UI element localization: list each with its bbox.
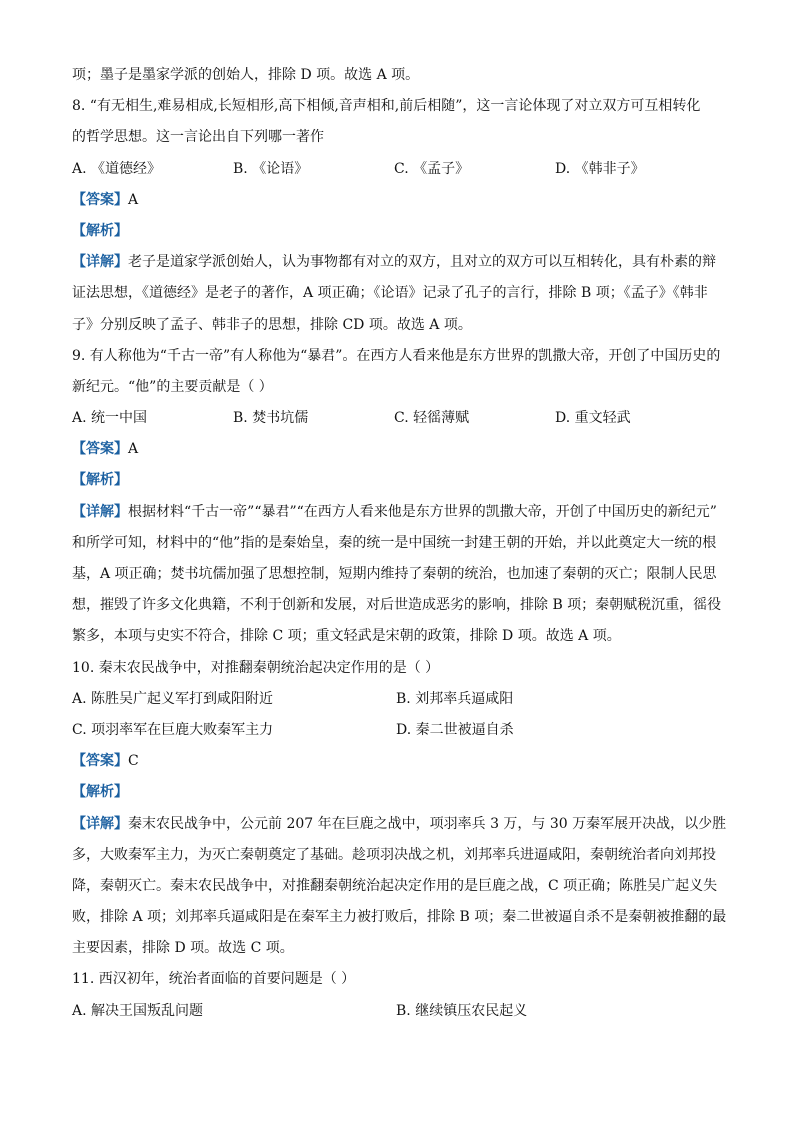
answer-value: A bbox=[128, 191, 139, 208]
document-page bbox=[72, 60, 732, 1027]
detail-line: 繁多，本项与史实不符合，排除 C 项；重文轻武是宋朝的政策，排除 D 项。故选 A 项。 bbox=[72, 628, 621, 645]
detail-line bbox=[72, 809, 732, 840]
option-c: C. 项羽率军在巨鹿大败秦军主力 bbox=[72, 721, 274, 738]
option-a: A. 解决王国叛乱问题 bbox=[72, 1002, 204, 1019]
analysis-line bbox=[72, 777, 732, 808]
answer-line bbox=[72, 185, 732, 216]
question-stem-line: 新纪元。“他”的主要贡献是（ ） bbox=[72, 378, 273, 395]
option-b: B. 继续镇压农民起义 bbox=[396, 1002, 528, 1019]
options-row bbox=[72, 154, 732, 185]
lead-line: 项；墨子是墨家学派的创始人，排除 D 项。故选 A 项。 bbox=[72, 67, 420, 83]
options-row bbox=[72, 996, 732, 1027]
detail-line: 和所学可知，材料中的“他”指的是秦始皇，秦的统一是中国统一封建王朝的开始，并以此奠定大一统的根 bbox=[72, 534, 717, 551]
option-d: D. 《韩非子》 bbox=[555, 160, 645, 177]
answer-value: C bbox=[128, 753, 139, 770]
option-c: C. 《孟子》 bbox=[394, 160, 470, 177]
option-d: D. 重文轻武 bbox=[555, 410, 631, 427]
option-a: A. 陈胜吴广起义军打到咸阳附近 bbox=[72, 690, 274, 707]
detail-line: 多，大败秦军主力，为灭亡秦朝奠定了基础。趁项羽决战之机，刘邦率兵进逼咸阳，秦朝统治者向刘邦投 bbox=[72, 846, 716, 863]
detail-tag: 【详解】 bbox=[72, 254, 128, 271]
detail-line: 想，摧毁了许多文化典籍，不利于创新和发展，对后世造成恶劣的影响，排除 B 项；秦朝赋税沉重，徭役 bbox=[72, 597, 722, 614]
answer-tag: 【答案】 bbox=[72, 753, 128, 770]
question-10 bbox=[72, 653, 732, 965]
detail-line bbox=[72, 247, 732, 278]
question-8 bbox=[72, 91, 732, 341]
detail-text: 老子是道家学派创始人，认为事物都有对立的双方，且对立的双方可以互相转化，具有朴素的辩 bbox=[128, 254, 716, 271]
question-11 bbox=[72, 964, 732, 1026]
answer-tag: 【答案】 bbox=[72, 441, 128, 458]
detail-line: 证法思想，《道德经》是老子的著作，A 项正确；《论语》记录了孔子的言行，排除 B 项；《孟子》《韩非 bbox=[72, 285, 708, 302]
option-c: C. 轻徭薄赋 bbox=[394, 410, 470, 427]
analysis-line bbox=[72, 465, 732, 496]
options-row bbox=[72, 684, 732, 715]
question-9 bbox=[72, 341, 732, 653]
detail-line: 主要因素，排除 D 项。故选 C 项。 bbox=[72, 940, 294, 957]
detail-text: 根据材料“千古一帝”“暴君”“在西方人看来他是东方世界的凯撒大帝，开创了中国历史的新纪元” bbox=[128, 503, 717, 520]
detail-line: 基，A 项正确；焚书坑儒加强了思想控制，短期内维持了秦朝的统治，也加速了秦朝的灭亡；限制人民思 bbox=[72, 566, 717, 582]
option-a: A. 统一中国 bbox=[72, 410, 148, 427]
question-stem-line: 11. 西汉初年，统治者面临的首要问题是（ ） bbox=[72, 971, 356, 988]
question-stem-line: 8. “有无相生,难易相成,长短相形,高下相倾,音声相和,前后相随”，这一言论体现了对立双方可互相转化 bbox=[72, 98, 701, 115]
options-row bbox=[72, 403, 732, 434]
answer-line bbox=[72, 434, 732, 465]
question-stem-line: 9. 有人称他为“千古一帝”有人称他为“暴君”。在西方人看来他是东方世界的凯撒大帝，开创了中国历史的 bbox=[72, 347, 721, 364]
answer-tag: 【答案】 bbox=[72, 191, 128, 208]
detail-tag: 【详解】 bbox=[72, 503, 128, 520]
analysis-tag: 【解析】 bbox=[72, 222, 128, 239]
option-d: D. 秦二世被逼自杀 bbox=[396, 721, 514, 738]
analysis-line bbox=[72, 216, 732, 247]
question-stem-line: 10. 秦末农民战争中，对推翻秦朝统治起决定作用的是（ ） bbox=[72, 659, 440, 676]
detail-line: 子》分别反映了孟子、韩非子的思想，排除 CD 项。故选 A 项。 bbox=[72, 316, 472, 333]
answer-value: A bbox=[128, 441, 139, 458]
detail-text: 秦末农民战争中，公元前 207 年在巨鹿之战中，项羽率兵 3 万，与 30 万秦军展开决战，以少胜 bbox=[128, 815, 727, 832]
detail-line: 降，秦朝灭亡。秦末农民战争中，对推翻秦朝统治起决定作用的是巨鹿之战，C 项正确；陈胜吴广起义失 bbox=[72, 877, 718, 894]
options-row bbox=[72, 715, 732, 746]
detail-tag: 【详解】 bbox=[72, 815, 128, 832]
option-a: A. 《道德经》 bbox=[72, 160, 162, 177]
detail-line: 败，排除 A 项；刘邦率兵逼咸阳是在秦军主力被打败后，排除 B 项；秦二世被逼自杀不是秦朝被推翻的最 bbox=[72, 909, 727, 926]
detail-line bbox=[72, 497, 732, 528]
analysis-tag: 【解析】 bbox=[72, 784, 128, 801]
option-b: B. 焚书坑儒 bbox=[233, 410, 309, 427]
question-stem-line: 的哲学思想。这一言论出自下列哪一著作 bbox=[72, 129, 324, 146]
analysis-tag: 【解析】 bbox=[72, 472, 128, 489]
option-b: B. 《论语》 bbox=[233, 160, 309, 177]
option-b: B. 刘邦率兵逼咸阳 bbox=[396, 690, 514, 707]
answer-line bbox=[72, 746, 732, 777]
